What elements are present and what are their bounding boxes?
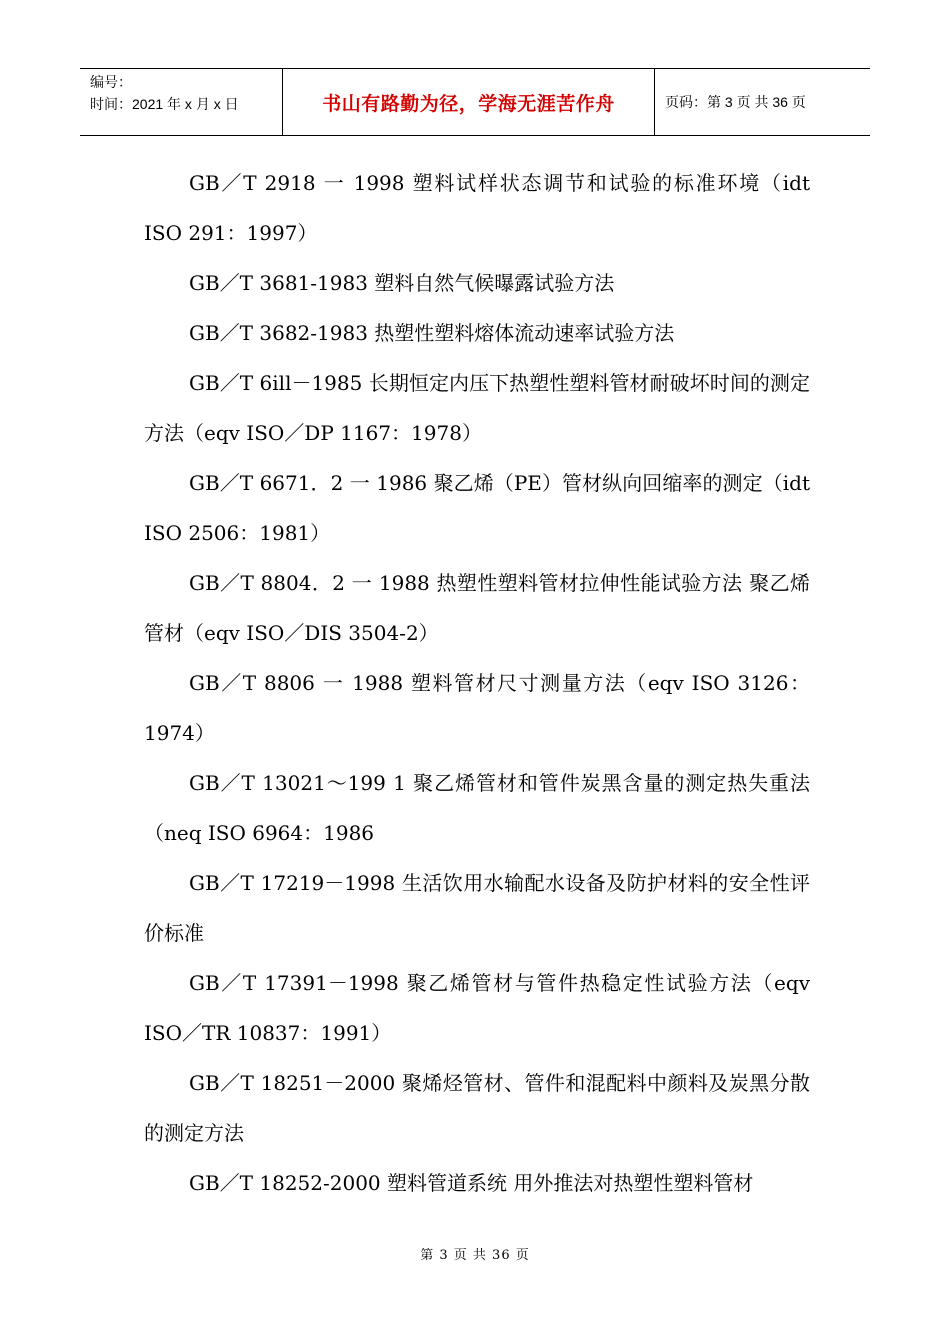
page-footer (0, 1244, 950, 1263)
document-body (144, 158, 810, 1208)
standard-reference-paragraph: GB／T 3681-1983 塑料自然气候曝露试验方法 (189, 271, 615, 295)
footer-page-number: 第 3 页 共 36 页 (420, 1248, 530, 1263)
header-page-info-cell (655, 69, 870, 135)
standard-reference-paragraph: GB／T 6671．2 一 1986 聚乙烯（PE）管材纵向回缩率的测定（idt ISO 2506：1981） (144, 471, 810, 545)
standard-reference-paragraph: GB／T 2918 一 1998 塑料试样状态调节和试验的标准环境（idt ISO 291：1997） (144, 171, 810, 245)
standard-reference-paragraph: GB／T 17219－1998 生活饮用水输配水设备及防护材料的安全性评价标准 (144, 871, 810, 945)
standard-reference-paragraph: GB／T 13021～199 1 聚乙烯管材和管件炭黑含量的测定热失重法（neq ISO 6964：1986 (144, 771, 810, 845)
document-date: 时间：2021 年 x 月 x 日 (90, 96, 239, 112)
header-meta (80, 69, 282, 135)
header-motto-cell (282, 69, 655, 135)
standard-reference-paragraph: GB／T 8806 一 1988 塑料管材尺寸测量方法（eqv ISO 3126：1974） (144, 671, 810, 745)
standard-reference-paragraph: GB／T 18252-2000 塑料管道系统 用外推法对热塑性塑料管材 (189, 1171, 754, 1195)
standard-reference-paragraph: GB／T 8804．2 一 1988 热塑性塑料管材拉伸性能试验方法 聚乙烯管材（eqv ISO／DIS 3504-2） (144, 571, 810, 645)
standard-reference-paragraph: GB／T 17391－1998 聚乙烯管材与管件热稳定性试验方法（eqv ISO／TR 10837：1991） (144, 971, 810, 1045)
page-header (80, 68, 870, 136)
header-motto: 书山有路勤为径，学海无涯苦作舟 (322, 92, 615, 115)
standard-reference-paragraph: GB／T 6ill－1985 长期恒定内压下热塑性塑料管材耐破坏时间的测定方法（eqv ISO／DP 1167：1978） (144, 371, 810, 445)
document-number-label: 编号： (90, 74, 132, 90)
standard-reference-paragraph: GB／T 18251－2000 聚烯烃管材、管件和混配料中颜料及炭黑分散的测定方法 (144, 1071, 810, 1145)
header-page-info: 页码：第 3 页 共 36 页 (665, 94, 806, 110)
standard-reference-paragraph: GB／T 3682-1983 热塑性塑料熔体流动速率试验方法 (189, 321, 675, 345)
